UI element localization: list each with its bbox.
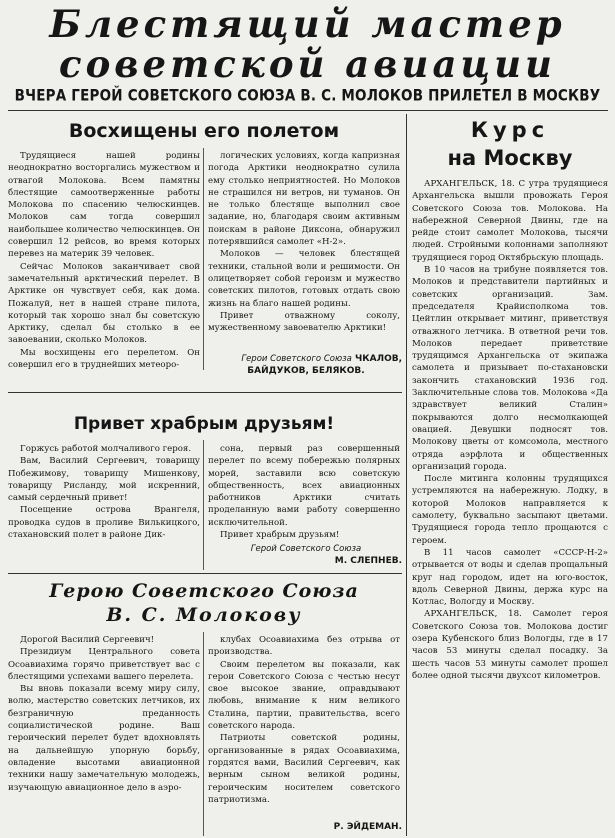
- article1-bottom-rule: [8, 392, 402, 393]
- article3-title-line2: В. С. Молокову: [106, 604, 302, 626]
- article2-col1-paragraph: Посещение острова Врангеля, проводка судов в проливе Вилькицкого, стахановский полет в районе Дик-: [8, 505, 200, 541]
- article2-col1-paragraph: Горжусь работой молчаливого героя.: [20, 444, 192, 454]
- article1-col1-paragraph: Мы восхищены его перелетом. Он совершил его в труднейших метеоро-: [8, 347, 200, 371]
- article1-signature-title: Герои Советского Союза: [241, 354, 352, 364]
- article1-signature-name1: ЧКАЛОВ,: [355, 354, 402, 364]
- article1-col1-paragraph: Трудящиеся нашей родины неоднократно восторгались мужеством и отвагой Молокова. Всем памятны блестящие самоотверженные работы Молокова по спасению челюскинцев. Молоков сам тогда совершил наибольшее количество челюскинцев. Он совершил 12 рейсов, во время которых перевез на материк 39 человек.: [8, 151, 200, 260]
- headline-line2: советской авиации: [59, 42, 556, 86]
- article4-paragraph: В 10 часов на трибуне появляется тов. Молоков и представители партийных и советских организаций. Зам. председателя Крайисполкома тов. Цейтлин открывает митинг, приветствуя отважного летчика. В ответной речи тов. Молоков передает приветствие трудящимся Архангельска от экипажа самолета и призывает по-стахановски закончить стахановский 1936 год. Заключительные слова тов. Молокова «Да здравствует великий Сталин» покрываются долго несмолкающей овацией. Девушки подносят тов. Молокову цветы от комсомола, местного отряда аэрфлота и общественных организаций города.: [412, 265, 608, 472]
- article2-bottom-rule: [8, 573, 402, 574]
- article2-col1: [8, 443, 200, 567]
- article1-col-divider: [203, 148, 204, 370]
- article2-title: Привет храбрым друзьям!: [73, 414, 335, 434]
- article3-col1-paragraph: Дорогой Василий Сергеевич!: [20, 635, 155, 645]
- article4-title-line1: Курс: [470, 118, 550, 142]
- article1-col2: [208, 150, 400, 354]
- article3-col2-paragraph: Своим перелетом вы показали, как герои Советского Союза с честью несут свое высокое звание, оправдывают любовь, внимание к ним великого Сталина, партии, правительства, всего советского народа.: [208, 659, 400, 732]
- article1-signature: [210, 353, 402, 377]
- article1-col2-paragraph: Привет отважному соколу, мужественному завоевателю Арктики!: [208, 310, 400, 334]
- article2-col2-paragraph: Привет храбрым друзьям!: [220, 530, 340, 541]
- article4-title-line2: на Москву: [447, 146, 573, 170]
- article2-signature-title: Герой Советского Союза: [250, 544, 362, 554]
- article2-col-divider: [203, 440, 204, 570]
- article2-col2: [208, 443, 400, 543]
- subheadline: ВЧЕРА ГЕРОЙ СОВЕТСКОГО СОЮЗА В. С. МОЛОКОВ ПРИЛЕТЕЛ В МОСКВУ: [14, 86, 601, 106]
- masthead-divider: [8, 110, 608, 111]
- article4-paragraph: АРХАНГЕЛЬСК, 18. Самолет героя Советского Союза тов. Молокова достиг озера Кубенского близ Вологды, где в 17 часов 53 минуты сделал посадку. За шесть часов 53 минуты самолет прошел более одной тысячи двухсот километров.: [412, 609, 608, 681]
- article3-col2: [208, 634, 400, 818]
- article2-signature: [210, 543, 402, 567]
- column-divider: [406, 114, 407, 836]
- article2-col2-paragraph: сона, первый раз совершенный перелет по всему побережью полярных морей, заставили всю советскую общественность, всех авиационных работников Арктики считать проделанную вами работу совершенно исключительной.: [208, 444, 400, 528]
- article3-col2-paragraph: клубах Осоавиахима без отрыва от производства.: [208, 635, 400, 658]
- article3-col1-paragraph: Президиум Центрального совета Осоавиахима горячо приветствует вас с блестящими успехами вашего перелета.: [8, 647, 200, 682]
- article4-paragraph: В 11 часов самолет «СССР-Н-2» отрывается от воды и сделав прощальный круг над городом, идет на юго-восток, вдоль Северной Двины, держа курс на Котлас, Вологду и Москву.: [412, 547, 608, 608]
- article3-title-line1: Герою Советского Союза: [49, 580, 359, 602]
- article3-col2-paragraph: Патриоты советской родины, организованные в рядах Осоавиахима, гордятся вами, Василий Сергеевич, как верным сыном великой родины, героическим носителем советского патриотизма.: [208, 733, 400, 805]
- article4-body: [412, 178, 608, 836]
- article3-col-divider: [203, 632, 204, 836]
- article1-col1-paragraph: Сейчас Молоков заканчивает свой замечательный арктический перелет. В Арктике он чувствует себя, как дома. Пожалуй, нет в нашей стране пилота, который так хорошо знал бы советскую Арктику, сделал бы столько в ее завоевании, сколько Молоков.: [8, 261, 200, 346]
- article3-col1: [8, 634, 200, 838]
- article1-title: Восхищены его полетом: [68, 120, 340, 142]
- article2-signature-name: М. СЛЕПНЕВ.: [334, 556, 402, 566]
- article2-col1-paragraph: Вам, Василий Сергеевич, товарищу Побежимову, товарищу Мишенкову, товарищу Рисландy, мой искренний, самый сердечный привет!: [8, 456, 200, 504]
- article1-signature-names2: БАЙДУКОВ, БЕЛЯКОВ.: [247, 366, 365, 376]
- article1-col2-paragraph: логических условиях, когда капризная погода Арктики неоднократно сулила ему столько неприятностей. Но Молоков не страшился ни ветров, ни туманов. Он не только блестяще выполнил свое задание, но, благодаря своим активным поискам в районе Диксона, обнаружил потерявшийся самолет «Н-2».: [208, 151, 400, 248]
- article4-paragraph: АРХАНГЕЛЬСК, 18. С утра трудящиеся Архангельска вышли провожать Героя Советского Союза тов. Молокова. На набережной Северной Двины, где на рейде стоит самолет Молокова, тысячи людей. Стройными колоннами заполняют трудящиеся город Октябрьскую площадь.: [412, 179, 608, 263]
- article3-col1-paragraph: Вы вновь показали всему миру силу, волю, мастерство советских летчиков, их безграничную преданность социалистической родине. Ваш героический перелет будет вдохновлять на дальнейшую упорную борьбу, овладение высотами авиационной техники нашу замечательную молодежь, изучающую авиационное дело в аэро-: [8, 684, 200, 793]
- article1-col2-paragraph: Молоков — человек блестящей техники, стальной воли и решимости. Он олицетворяет собой героизм и мужество советских пилотов, готовых отдать свою жизнь на благо нашей родины.: [208, 249, 400, 309]
- article3-signature: Р. ЭЙДЕМАН.: [333, 822, 402, 832]
- article1-col1: [8, 150, 200, 386]
- article4-paragraph: После митинга колонны трудящихся устремляются на набережную. Лодку, в которой Молоков направляется к самолету, буквально засыпают цветами. Трудящиеся города тепло прощаются с героем.: [412, 474, 608, 546]
- headline-line1: Блестящий мастер: [49, 2, 566, 46]
